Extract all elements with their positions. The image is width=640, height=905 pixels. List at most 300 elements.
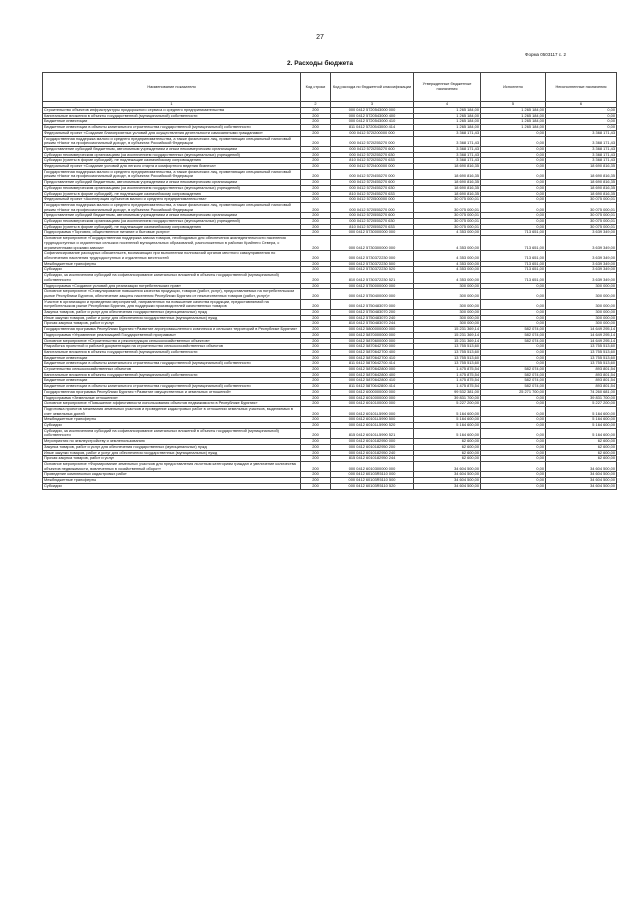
row-unexecuted: 0,00 xyxy=(546,108,617,114)
row-name: Субсидии xyxy=(43,267,301,273)
row-code: 200 xyxy=(301,349,331,355)
row-unexecuted: 30 075 000,01 xyxy=(546,219,617,225)
row-name: Субсидии, за исключением субсидий на софинансирование капитальных вложений в объекты государственной (муниципальной) собственности xyxy=(43,428,301,438)
row-kbk: 000 0412 5750400000 000 xyxy=(331,289,414,299)
row-name: Бюджетные инвестиции в объекты капитального строительства государственной (муниципальной) собственности xyxy=(43,361,301,367)
header-name: Наименование показателя xyxy=(43,73,301,102)
row-code: 200 xyxy=(301,417,331,423)
row-unexecuted: 0,00 xyxy=(546,125,617,131)
row-unexecuted: 18 690 816,35 xyxy=(546,191,617,197)
row-code: 200 xyxy=(301,444,331,450)
row-kbk: 000 0412 60101L5990 500 xyxy=(331,417,414,423)
row-code: 200 xyxy=(301,321,331,327)
row-kbk: 000 0412 5730372230 500 xyxy=(331,261,414,267)
row-kbk: 000 0412 572I255270 630 xyxy=(331,152,414,158)
row-executed: 0,00 xyxy=(481,472,546,478)
table-row xyxy=(43,483,617,489)
row-kbk: 810 0412 5730372230 521 xyxy=(331,273,414,283)
row-name: Проведение комплексных кадастровых работ xyxy=(43,472,301,478)
row-approved: 4 353 000,00 xyxy=(414,251,481,261)
row-name: Подготовка проектов межевания земельных участков и проведение кадастровых работ в отношении земельных участков, выделяемых в счет земельных долей xyxy=(43,406,301,416)
row-approved: 1 265 184,00 xyxy=(414,125,481,131)
row-unexecuted: 300 000,00 xyxy=(546,315,617,321)
row-executed: 582 074,00 xyxy=(481,384,546,390)
row-code: 200 xyxy=(301,367,331,373)
row-kbk: 810 0412 572I455270 633 xyxy=(331,191,414,197)
row-unexecuted: 13 755 513,60 xyxy=(546,355,617,361)
row-kbk: 000 0412 5750483070 240 xyxy=(331,315,414,321)
row-approved: 30 075 000,01 xyxy=(414,202,481,212)
row-name: Основное мероприятие «Государственная поддержка завоза товаров, необходимых для обеспечения жизнедеятельности населения труднодоступных и отдаленных сельских поселений муниципальных образований, расположенных в районах Крайнего Севера, с ограниченными сроками завоза» xyxy=(43,236,301,251)
row-kbk: 000 0412 5870642700 410 xyxy=(331,355,414,361)
row-executed: 713 651,00 xyxy=(481,261,546,267)
row-code: 200 xyxy=(301,483,331,489)
row-code: 200 xyxy=(301,113,331,119)
row-executed: 582 074,00 xyxy=(481,332,546,338)
row-name: Государственная поддержка малого и среднего предпринимательства, а также физических лиц, применяющих специальный налоговый режим «Налог на профессиональный доход», в субъектах Российской Федерации xyxy=(43,202,301,212)
row-unexecuted: 3 639 349,00 xyxy=(546,236,617,251)
table-row xyxy=(43,428,617,438)
row-name: Субсидии некоммерческим организациям (за исключением государственных (муниципальных) учреждений) xyxy=(43,219,301,225)
row-kbk: 000 0412 572I555270 000 xyxy=(331,202,414,212)
row-code: 200 xyxy=(301,428,331,438)
row-code: 200 xyxy=(301,384,331,390)
table-row xyxy=(43,169,617,179)
header-approved: Утвержденные бюджетные назначения xyxy=(414,73,481,102)
row-unexecuted: 13 755 513,60 xyxy=(546,361,617,367)
row-kbk: 000 0412 572I455270 000 xyxy=(331,169,414,179)
row-unexecuted: 14 649 295,14 xyxy=(546,338,617,344)
row-unexecuted: 3 368 171,43 xyxy=(546,136,617,146)
row-kbk: 000 0412 5870000000 000 xyxy=(331,332,414,338)
row-code: 200 xyxy=(301,456,331,462)
row-unexecuted: 3 639 349,00 xyxy=(546,267,617,273)
row-code: 200 xyxy=(301,261,331,267)
row-name: Мероприятия по землеустройству и землепользованию xyxy=(43,439,301,445)
row-name: Софинансирование расходных обязательств, возникающих при выполнении полномочий органов местного самоуправления по обеспечению населения труднодоступных и отдаленных местностей xyxy=(43,251,301,261)
row-name: Предоставление субсидий бюджетным, автономным учреждениям и иным некоммерческим организациям xyxy=(43,146,301,152)
row-name: Предоставление субсидий бюджетным, автономным учреждениям и иным некоммерческим организациям xyxy=(43,180,301,186)
row-code: 200 xyxy=(301,310,331,316)
row-unexecuted: 0,00 xyxy=(546,113,617,119)
row-approved: 300 000,00 xyxy=(414,299,481,309)
row-unexecuted: 300 000,00 xyxy=(546,289,617,299)
row-executed: 582 074,00 xyxy=(481,372,546,378)
row-code: 200 xyxy=(301,236,331,251)
row-name: Межбюджетные трансферты xyxy=(43,417,301,423)
row-unexecuted: 3 639 349,00 xyxy=(546,273,617,283)
row-code: 200 xyxy=(301,108,331,114)
row-executed: 0,00 xyxy=(481,299,546,309)
row-code: 200 xyxy=(301,224,331,230)
row-code: 200 xyxy=(301,355,331,361)
row-unexecuted: 300 000,00 xyxy=(546,283,617,289)
row-kbk: 000 0412 5720543000 000 xyxy=(331,108,414,114)
row-code: 200 xyxy=(301,344,331,350)
row-kbk: 811 0412 5870642700 414 xyxy=(331,361,414,367)
row-unexecuted: 30 075 000,01 xyxy=(546,202,617,212)
row-executed: 0,00 xyxy=(481,423,546,429)
row-executed: 0,00 xyxy=(481,344,546,350)
row-name: Федеральный проект «Создание благоприятных условий для осуществления деятельности самозанятыми гражданами» xyxy=(43,130,301,136)
row-unexecuted: 3 368 171,43 xyxy=(546,130,617,136)
row-kbk: 000 0412 6010100000 000 xyxy=(331,401,414,407)
row-approved: 15 231 369,14 xyxy=(414,327,481,333)
row-name: Субсидии некоммерческим организациям (за исключением государственных (муниципальных) учреждений) xyxy=(43,152,301,158)
row-executed: 0,00 xyxy=(481,197,546,203)
row-kbk: 811 0412 5720543000 414 xyxy=(331,125,414,131)
row-code: 200 xyxy=(301,478,331,484)
row-name: Разработка проектной и рабочей документации на строительство сельскохозяйственных объектов xyxy=(43,344,301,350)
row-executed: 0,00 xyxy=(481,185,546,191)
row-kbk: 000 0412 5800000000 000 xyxy=(331,327,414,333)
row-executed: 0,00 xyxy=(481,349,546,355)
row-code: 200 xyxy=(301,197,331,203)
row-name: Капитальные вложения в объекты государственной (муниципальной) собственности xyxy=(43,372,301,378)
row-name: Государственная программа Республики Бурятия «Развитие агропромышленного комплекса и сельских территорий в Республике Бурятия» xyxy=(43,327,301,333)
row-kbk: 000 0412 5870642800 000 xyxy=(331,367,414,373)
row-unexecuted: 893 801,54 xyxy=(546,367,617,373)
row-kbk: 000 0412 5730300000 000 xyxy=(331,236,414,251)
row-approved: 4 353 000,00 xyxy=(414,230,481,236)
row-approved: 62 600,00 xyxy=(414,456,481,462)
row-code: 200 xyxy=(301,361,331,367)
row-kbk: 810 0412 572I555270 633 xyxy=(331,224,414,230)
row-name: Строительство объектов инфраструктуры придорожного сервиса и среднего предпринимательства xyxy=(43,108,301,114)
row-name: Субсидии (гранты в форме субсидий), не подлежащие казначейскому сопровождению xyxy=(43,224,301,230)
row-unexecuted: 0,00 xyxy=(546,119,617,125)
row-name: Участие в организации и проведении мероприятий, направленных на повышение качества продукции, предоставляемой на потребительском рынке Республики Бурятия, для поддержки производителей качественных товаров xyxy=(43,299,301,309)
row-approved: 4 353 000,00 xyxy=(414,261,481,267)
row-kbk: 000 0412 572I200000 000 xyxy=(331,130,414,136)
row-approved: 3 368 171,43 xyxy=(414,130,481,136)
row-name: Бюджетные инвестиции xyxy=(43,119,301,125)
row-unexecuted: 5 164 600,00 xyxy=(546,428,617,438)
row-name: Субсидии (гранты в форме субсидий), не подлежащие казначейскому сопровождению xyxy=(43,158,301,164)
row-unexecuted: 3 368 171,43 xyxy=(546,158,617,164)
table-row xyxy=(43,136,617,146)
row-approved: 4 353 000,00 xyxy=(414,236,481,251)
row-unexecuted: 39 831 700,00 xyxy=(546,395,617,401)
row-approved: 3 368 171,43 xyxy=(414,158,481,164)
row-code: 200 xyxy=(301,439,331,445)
row-unexecuted: 30 075 000,01 xyxy=(546,213,617,219)
row-code: 200 xyxy=(301,251,331,261)
row-kbk: 000 0412 60103R5110 500 xyxy=(331,478,414,484)
row-approved: 300 000,00 xyxy=(414,283,481,289)
row-code: 200 xyxy=(301,125,331,131)
row-approved: 34 604 500,00 xyxy=(414,478,481,484)
row-unexecuted: 14 649 295,14 xyxy=(546,332,617,338)
row-unexecuted: 34 604 500,00 xyxy=(546,462,617,472)
row-kbk: 815 0412 6010182950 244 xyxy=(331,456,414,462)
row-name: Капитальные вложения в объекты государственной (муниципальной) собственности xyxy=(43,113,301,119)
row-approved: 1 265 184,00 xyxy=(414,119,481,125)
row-executed: 0,00 xyxy=(481,283,546,289)
row-executed: 0,00 xyxy=(481,321,546,327)
row-kbk: 000 0412 5750483070 000 xyxy=(331,299,414,309)
table-row xyxy=(43,406,617,416)
row-executed: 0,00 xyxy=(481,450,546,456)
row-executed: 0,00 xyxy=(481,395,546,401)
row-approved: 1 265 184,00 xyxy=(414,108,481,114)
row-executed: 0,00 xyxy=(481,428,546,438)
row-name: Государственная поддержка малого и среднего предпринимательства, а также физических лиц, применяющих специальный налоговый режим «Налог на профессиональный доход», в субъектах Российской Федерации xyxy=(43,136,301,146)
row-unexecuted: 3 639 349,00 xyxy=(546,230,617,236)
row-kbk: 000 0412 6010300000 000 xyxy=(331,462,414,472)
row-executed: 0,00 xyxy=(481,361,546,367)
header-code: Код строки xyxy=(301,73,331,102)
row-executed: 1 265 184,00 xyxy=(481,113,546,119)
row-kbk: 815 0412 60101L5990 521 xyxy=(331,428,414,438)
row-approved: 4 353 000,00 xyxy=(414,273,481,283)
row-unexecuted: 18 690 816,35 xyxy=(546,180,617,186)
row-code: 200 xyxy=(301,472,331,478)
row-kbk: 000 0412 5870642800 410 xyxy=(331,378,414,384)
row-kbk: 000 0412 5730000000 000 xyxy=(331,230,414,236)
header-unexecuted: Неисполненные назначения xyxy=(546,73,617,102)
row-unexecuted: 5 227 200,00 xyxy=(546,401,617,407)
row-kbk: 000 0412 572I400000 000 xyxy=(331,164,414,170)
row-executed: 0,00 xyxy=(481,417,546,423)
row-unexecuted: 30 075 000,01 xyxy=(546,197,617,203)
row-unexecuted: 3 639 349,00 xyxy=(546,251,617,261)
row-unexecuted: 3 368 171,43 xyxy=(546,152,617,158)
row-executed: 582 074,00 xyxy=(481,327,546,333)
row-code: 200 xyxy=(301,185,331,191)
row-code: 200 xyxy=(301,289,331,299)
row-approved: 300 000,00 xyxy=(414,289,481,299)
row-kbk: 000 0412 6000000000 000 xyxy=(331,389,414,395)
row-unexecuted: 13 755 513,60 xyxy=(546,349,617,355)
row-kbk: 810 0412 5750483070 244 xyxy=(331,321,414,327)
row-code: 200 xyxy=(301,267,331,273)
row-code: 200 xyxy=(301,119,331,125)
row-name: Прочая закупка товаров, работ и услуг xyxy=(43,321,301,327)
header-kbk: Код расхода по бюджетной классификации xyxy=(331,73,414,102)
row-unexecuted: 18 690 816,35 xyxy=(546,169,617,179)
row-executed: 0,00 xyxy=(481,130,546,136)
row-approved: 34 604 500,00 xyxy=(414,483,481,489)
row-kbk: 000 0412 5750483070 200 xyxy=(331,310,414,316)
col-index: 2 xyxy=(301,102,331,108)
table-row xyxy=(43,236,617,251)
row-code: 200 xyxy=(301,146,331,152)
row-unexecuted: 62 600,00 xyxy=(546,444,617,450)
row-unexecuted: 74 260 681,00 xyxy=(546,389,617,395)
row-approved: 15 231 369,14 xyxy=(414,338,481,344)
row-kbk: 000 0412 572I255270 000 xyxy=(331,136,414,146)
row-approved: 1 475 875,54 xyxy=(414,378,481,384)
row-executed: 713 651,00 xyxy=(481,267,546,273)
table-row xyxy=(43,462,617,472)
row-code: 200 xyxy=(301,273,331,283)
row-executed: 0,00 xyxy=(481,355,546,361)
row-unexecuted: 34 604 500,00 xyxy=(546,483,617,489)
row-code: 200 xyxy=(301,423,331,429)
row-kbk: 000 0412 572I500000 000 xyxy=(331,197,414,203)
row-executed: 0,00 xyxy=(481,180,546,186)
row-approved: 34 604 500,00 xyxy=(414,462,481,472)
row-name: Основное мероприятие «Стимулирование повышения качества продукции, товаров (работ, услуг), предоставляемых на потребительском рынке Республики Бурятия, обеспечение защиты населения Республики Бурятия от некачественных товаров (работ, услуг)» xyxy=(43,289,301,299)
row-executed: 713 651,00 xyxy=(481,273,546,283)
row-approved: 5 227 200,00 xyxy=(414,401,481,407)
row-approved: 30 075 000,01 xyxy=(414,224,481,230)
row-executed: 1 265 184,00 xyxy=(481,108,546,114)
row-name: Бюджетные инвестиции xyxy=(43,378,301,384)
row-unexecuted: 5 164 600,00 xyxy=(546,423,617,429)
col-index: 4 xyxy=(414,102,481,108)
col-index: 1 xyxy=(43,102,301,108)
row-unexecuted: 300 000,00 xyxy=(546,321,617,327)
row-unexecuted: 300 000,00 xyxy=(546,310,617,316)
table-row xyxy=(43,273,617,283)
row-unexecuted: 3 368 171,43 xyxy=(546,146,617,152)
row-kbk: 000 0412 572I555270 600 xyxy=(331,213,414,219)
row-name: Подпрограмма «Земельные отношения» xyxy=(43,395,301,401)
row-code: 200 xyxy=(301,283,331,289)
header-executed: Исполнено xyxy=(481,73,546,102)
row-name: Субсидии, за исключением субсидий на софинансирование капитальных вложений в объекты государственной (муниципальной) собственности xyxy=(43,273,301,283)
row-executed: 0,00 xyxy=(481,439,546,445)
row-approved: 39 831 700,00 xyxy=(414,395,481,401)
page-number: 27 xyxy=(316,34,324,41)
row-executed: 0,00 xyxy=(481,483,546,489)
row-approved: 18 690 816,35 xyxy=(414,180,481,186)
row-approved: 62 600,00 xyxy=(414,439,481,445)
row-kbk: 000 0412 6010182950 000 xyxy=(331,439,414,445)
row-executed: 25 271 700,00 xyxy=(481,389,546,395)
row-approved: 30 075 000,01 xyxy=(414,197,481,203)
row-name: Иные закупки товаров, работ и услуг для обеспечения государственных (муниципальных) нужд xyxy=(43,315,301,321)
row-approved: 18 690 816,35 xyxy=(414,164,481,170)
row-executed: 713 651,00 xyxy=(481,230,546,236)
row-kbk: 000 0412 572I255270 600 xyxy=(331,146,414,152)
col-index: 5 xyxy=(481,102,546,108)
row-executed: 582 074,00 xyxy=(481,338,546,344)
row-approved: 62 600,00 xyxy=(414,444,481,450)
row-name: Основное мероприятие «Формирование земельных участков для предоставления льготным категориям граждан и увеличение количества объектов недвижимости, вовлеченных в хозяйственный оборот» xyxy=(43,462,301,472)
row-approved: 99 532 381,00 xyxy=(414,389,481,395)
row-approved: 1 265 184,00 xyxy=(414,113,481,119)
row-executed: 0,00 xyxy=(481,401,546,407)
form-code: Форма 0503117 с. 2 xyxy=(525,52,566,57)
row-code: 200 xyxy=(301,230,331,236)
row-code: 200 xyxy=(301,332,331,338)
table-row xyxy=(43,251,617,261)
row-name: Субсидии xyxy=(43,423,301,429)
row-approved: 3 368 171,43 xyxy=(414,146,481,152)
row-approved: 5 164 600,00 xyxy=(414,428,481,438)
row-name: Субсидии (гранты в форме субсидий), не подлежащие казначейскому сопровождению xyxy=(43,191,301,197)
row-name: Капитальные вложения в объекты государственной (муниципальной) собственности xyxy=(43,349,301,355)
row-unexecuted: 5 164 600,00 xyxy=(546,406,617,416)
row-kbk: 000 0412 6010182950 200 xyxy=(331,444,414,450)
row-unexecuted: 300 000,00 xyxy=(546,299,617,309)
row-name: Бюджетные инвестиции в объекты капитального строительства государственной (муниципальной) собственности xyxy=(43,384,301,390)
row-approved: 300 000,00 xyxy=(414,315,481,321)
row-executed: 713 651,00 xyxy=(481,251,546,261)
row-kbk: 000 0412 5720543000 400 xyxy=(331,113,414,119)
row-executed: 0,00 xyxy=(481,444,546,450)
row-executed: 582 074,00 xyxy=(481,378,546,384)
row-executed: 1 265 184,00 xyxy=(481,125,546,131)
row-code: 200 xyxy=(301,158,331,164)
row-name: Предоставление субсидий бюджетным, автономным учреждениям и иным некоммерческим организациям xyxy=(43,213,301,219)
row-unexecuted: 893 801,54 xyxy=(546,372,617,378)
row-name: Федеральный проект «Акселерация субъектов малого и среднего предпринимательства» xyxy=(43,197,301,203)
row-executed: 0,00 xyxy=(481,315,546,321)
row-approved: 15 231 369,14 xyxy=(414,332,481,338)
row-kbk: 000 0412 5870642700 000 xyxy=(331,344,414,350)
row-name: Бюджетные инвестиции в объекты капитального строительства государственной (муниципальной) собственности xyxy=(43,125,301,131)
row-kbk: 000 0412 572I455270 600 xyxy=(331,180,414,186)
row-approved: 13 755 513,60 xyxy=(414,361,481,367)
row-code: 200 xyxy=(301,180,331,186)
row-name: Субсидии xyxy=(43,483,301,489)
row-code: 200 xyxy=(301,299,331,309)
table-row xyxy=(43,299,617,309)
row-code: 200 xyxy=(301,378,331,384)
row-executed: 0,00 xyxy=(481,462,546,472)
row-approved: 300 000,00 xyxy=(414,310,481,316)
row-kbk: 000 0412 5730372230 000 xyxy=(331,251,414,261)
row-executed: 0,00 xyxy=(481,202,546,212)
row-name: Закупка товаров, работ и услуг для обеспечения государственных (муниципальных) нужд xyxy=(43,310,301,316)
row-executed: 0,00 xyxy=(481,478,546,484)
row-code: 200 xyxy=(301,372,331,378)
row-name: Межбюджетные трансферты xyxy=(43,261,301,267)
row-code: 200 xyxy=(301,213,331,219)
row-name: Государственная программа Республики Бурятия «Развитие имущественных и земельных отношений» xyxy=(43,389,301,395)
row-approved: 18 690 816,35 xyxy=(414,169,481,179)
col-index: 3 xyxy=(331,102,414,108)
row-unexecuted: 14 649 295,14 xyxy=(546,327,617,333)
row-kbk: 000 0412 60101L5990 520 xyxy=(331,423,414,429)
row-name: Подпрограмма «Управление реализацией Государственной программы» xyxy=(43,332,301,338)
row-code: 200 xyxy=(301,389,331,395)
row-code: 200 xyxy=(301,462,331,472)
row-executed: 0,00 xyxy=(481,406,546,416)
row-approved: 300 000,00 xyxy=(414,321,481,327)
row-kbk: 000 0412 572I455270 630 xyxy=(331,185,414,191)
row-unexecuted: 62 600,00 xyxy=(546,439,617,445)
row-approved: 5 164 600,00 xyxy=(414,406,481,416)
row-code: 200 xyxy=(301,401,331,407)
row-code: 200 xyxy=(301,169,331,179)
row-name: Строительство сельскохозяйственных объектов xyxy=(43,367,301,373)
row-kbk: 810 0412 572I255270 633 xyxy=(331,158,414,164)
row-approved: 3 368 171,43 xyxy=(414,136,481,146)
row-name: Бюджетные инвестиции xyxy=(43,355,301,361)
row-kbk: 000 0412 5870642700 400 xyxy=(331,349,414,355)
table-header-row xyxy=(43,73,617,102)
page-title: 2. Расходы бюджета xyxy=(287,60,353,67)
col-index: 6 xyxy=(546,102,617,108)
row-kbk: 000 0412 572I555270 630 xyxy=(331,219,414,225)
row-name: Подпрограмма «Создание условий для реализации потребительских прав» xyxy=(43,283,301,289)
row-code: 200 xyxy=(301,327,331,333)
row-code: 200 xyxy=(301,130,331,136)
row-approved: 13 755 513,60 xyxy=(414,349,481,355)
row-executed: 713 651,00 xyxy=(481,236,546,251)
row-unexecuted: 893 801,54 xyxy=(546,384,617,390)
row-approved: 1 475 875,54 xyxy=(414,372,481,378)
row-executed: 0,00 xyxy=(481,158,546,164)
row-code: 200 xyxy=(301,152,331,158)
row-executed: 0,00 xyxy=(481,456,546,462)
row-name: Государственная поддержка малого и среднего предпринимательства, а также физических лиц, применяющих специальный налоговый режим «Налог на профессиональный доход», в субъектах Российской Федерации xyxy=(43,169,301,179)
